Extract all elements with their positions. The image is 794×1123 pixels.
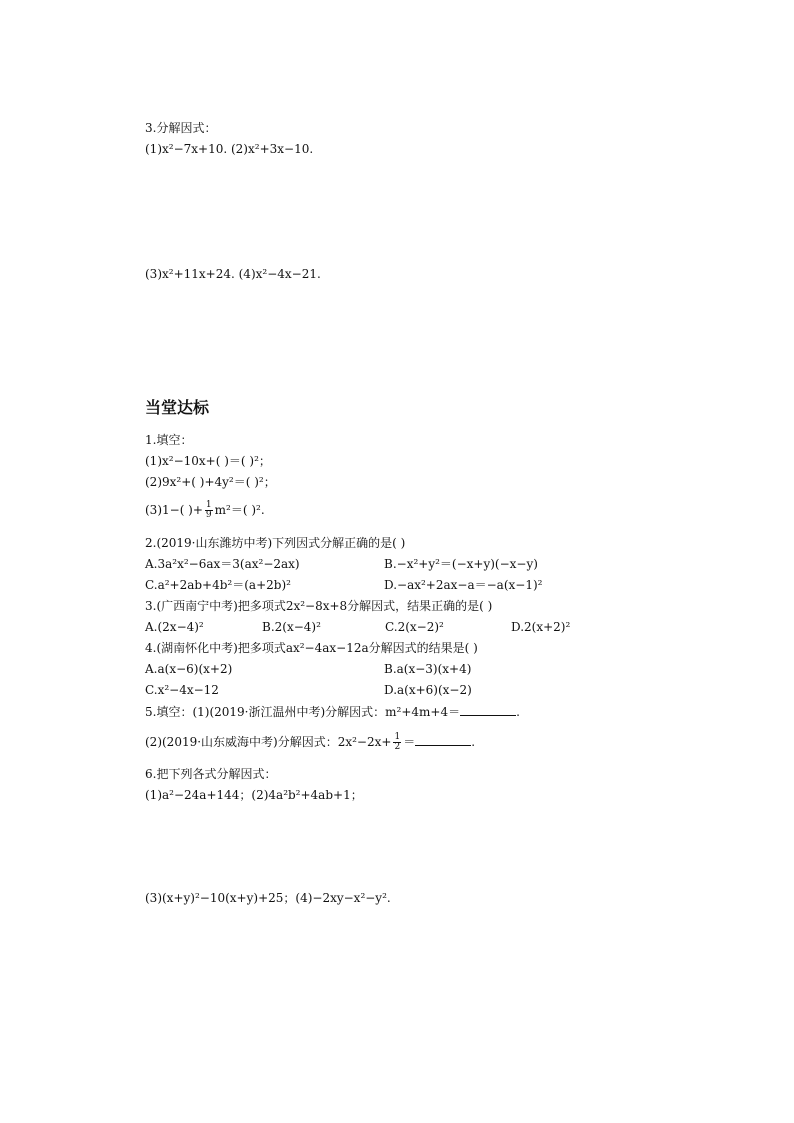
fraction [393, 733, 401, 752]
problem-2-option-c: C.a²+2ab+4b²＝(a+2b)² [145, 578, 291, 592]
fraction-denominator: 2 [394, 742, 401, 752]
problem-2-option-a: A.3a²x²−6ax＝3(ax²−2ax) [145, 557, 300, 571]
exercise-3-items-1-2: (1)x²−7x+10. (2)x²+3x−10. [145, 142, 314, 156]
problem-5-part-1-text: 5.填空：(1)(2019·浙江温州中考)分解因式：m²+4m+4＝ [145, 705, 461, 719]
problem-3-option-d: D.2(x+2)² [511, 620, 571, 634]
problem-3-option-c: C.2(x−2)² [385, 620, 444, 634]
section-title: 当堂达标 [145, 398, 210, 417]
problem-2-option-b: B.−x²+y²＝(−x+y)(−x−y) [384, 557, 538, 571]
problem-6-items-3-4: (3)(x+y)²−10(x+y)+25；(4)−2xy−x²−y². [145, 891, 391, 905]
problem-4-stem: 4.(湖南怀化中考)把多项式ax²−4ax−12a分解因式的结果是( ) [145, 641, 478, 655]
problem-1-item-3 [145, 498, 265, 522]
problem-4-option-b: B.a(x−3)(x+4) [384, 662, 472, 676]
problem-4-option-d: D.a(x+6)(x−2) [384, 683, 472, 697]
answer-blank [460, 714, 516, 716]
exercise-3-title: 3.分解因式： [145, 121, 217, 135]
problem-2-stem: 2.(2019·山东潍坊中考)下列因式分解正确的是( ) [145, 536, 406, 550]
problem-6-items-1-2: (1)a²−24a+144；(2)4a²b²+4ab+1； [145, 788, 363, 802]
problem-4-option-a: A.a(x−6)(x+2) [145, 662, 233, 676]
problem-1-item-2: (2)9x²+( )+4y²＝( )²； [145, 475, 276, 489]
problem-4-option-c: C.x²−4x−12 [145, 683, 219, 697]
problem-3-option-a: A.(2x−4)² [145, 620, 204, 634]
problem-5-part-2: (2)(2019·山东威海中考)分解因式：2x²−2x+ $\frac{1}{2}$ ＝ . [145, 732, 476, 752]
exercise-3-items-3-4: (3)x²+11x+24. (4)x²−4x−21. [145, 267, 321, 281]
fraction-numerator: 1 [394, 732, 401, 742]
answer-blank [415, 744, 471, 746]
fraction-denominator: 9 [205, 510, 212, 520]
fraction [205, 501, 213, 520]
problem-1-title: 1.填空： [145, 433, 193, 447]
problem-5-part-1: 5.填空：(1)(2019·浙江温州中考)分解因式：m²+4m+4＝ . [145, 705, 520, 719]
problem-6-title: 6.把下列各式分解因式： [145, 767, 277, 781]
problem-1-item-1: (1)x²−10x+( )＝( )²； [145, 454, 271, 468]
problem-5-part-2-prefix: (2)(2019·山东威海中考)分解因式：2x²−2x+ [145, 735, 392, 749]
problem-3-option-b: B.2(x−4)² [262, 620, 321, 634]
problem-3-stem: 3.(广西南宁中考)把多项式2x²−8x+8分解因式，结果正确的是( ) [145, 599, 493, 613]
problem-2-option-d: D.−ax²+2ax−a＝−a(x−1)² [384, 578, 543, 592]
problem-1-item-3-prefix: (3)1−( )+ [145, 503, 203, 517]
problem-5-part-2-suffix: ＝ [403, 735, 416, 749]
fraction-numerator: 1 [205, 500, 212, 510]
problem-1-item-3-suffix: m²＝( )². [214, 503, 265, 517]
